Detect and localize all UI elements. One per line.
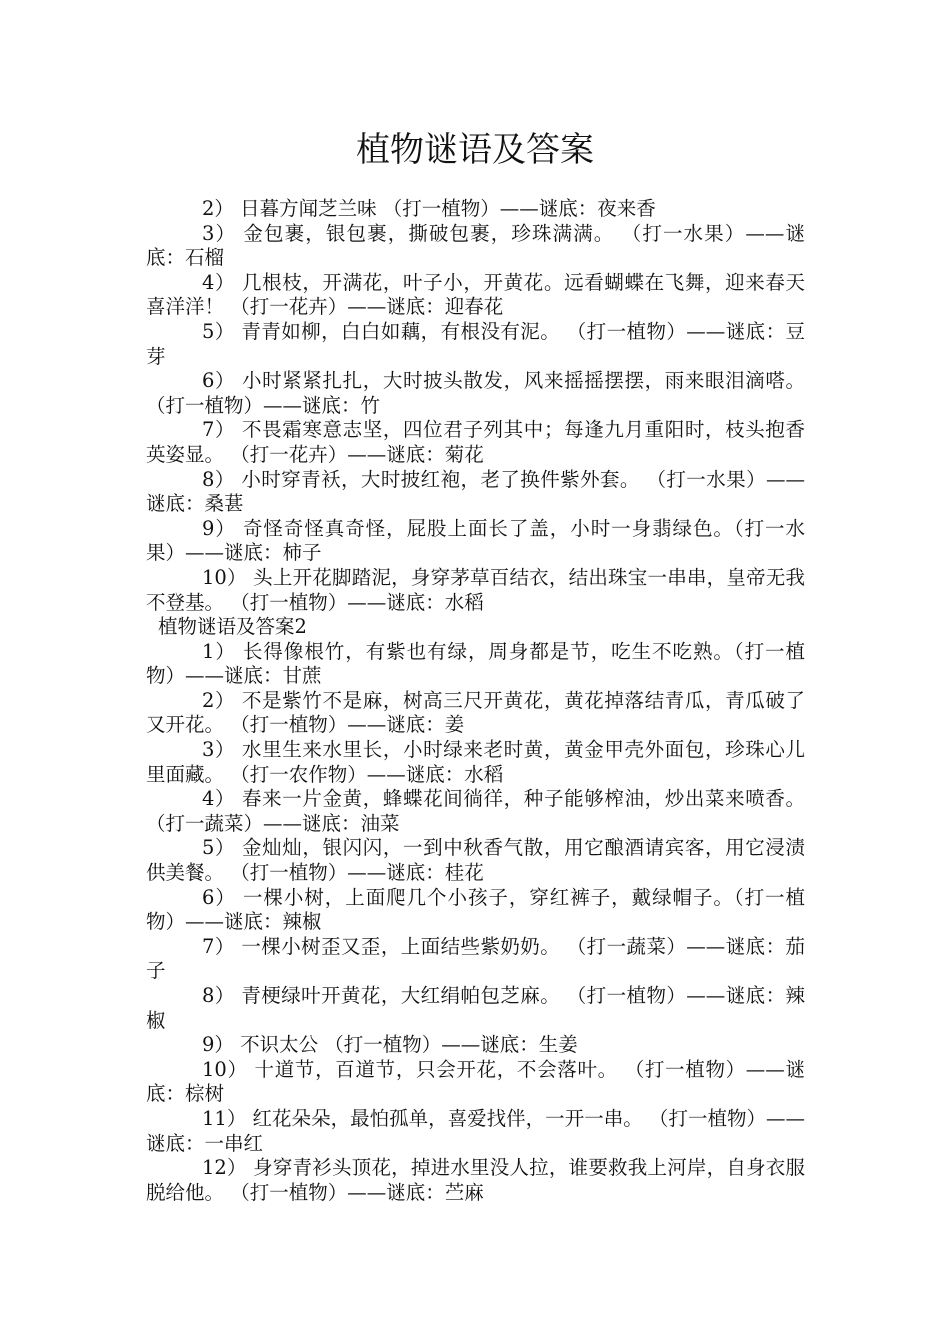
riddle-item: 8） 小时穿青袄，大时披红袍，老了换件紫外套。 （打一水果）——谜底：桑葚: [146, 467, 805, 516]
riddle-item: 4） 几根枝，开满花，叶子小，开黄花。远看蝴蝶在飞舞，迎来春天喜洋洋！ （打一花卉）——谜底：迎春花: [146, 270, 805, 319]
page-title: 植物谜语及答案: [356, 130, 594, 170]
riddle-item: 5） 青青如柳，白白如藕，有根没有泥。 （打一植物）——谜底：豆芽: [146, 319, 805, 368]
riddle-item: 12） 身穿青衫头顶花，掉进水里没人拉，谁要救我上河岸，自身衣服脱给他。 （打一植物）——谜底：苎麻: [146, 1156, 805, 1204]
riddle-item: 10） 头上开花脚踏泥，身穿茅草百结衣，结出珠宝一串串，皇帝无我不登基。 （打一植物）——谜底：水稻: [146, 565, 805, 614]
riddle-item: 8） 青梗绿叶开黄花，大红绢帕包芝麻。 （打一植物）——谜底：辣椒: [146, 984, 805, 1032]
riddle-item: 10） 十道节，百道节，只会开花，不会落叶。 （打一植物）——谜底：棕树: [146, 1057, 805, 1106]
riddle-item: 11） 红花朵朵，最怕孤单，喜爱找伴，一开一串。 （打一植物）——谜底：一串红: [146, 1106, 805, 1155]
riddle-item: 4） 春来一片金黄，蜂蝶花间徜徉，种子能够榨油，炒出菜来喷香。 （打一蔬菜）——谜底：油菜: [146, 787, 805, 835]
section-heading: 植物谜语及答案2: [158, 615, 307, 639]
riddle-item: 9） 奇怪奇怪真奇怪，屁股上面长了盖，小时一身翡绿色。（打一水果）——谜底：柿子: [146, 516, 805, 565]
riddle-item: 3） 金包裹，银包裹，撕破包裹，珍珠满满。 （打一水果）——谜底：石榴: [146, 221, 805, 270]
riddle-item: 2） 日暮方闻芝兰味 （打一植物）——谜底：夜来香: [202, 197, 656, 220]
riddle-item: 6） 小时紧紧扎扎，大时披头散发，风来摇摇摆摆，雨来眼泪滴嗒。 （打一植物）——谜底：竹: [146, 369, 805, 417]
riddle-item: 5） 金灿灿，银闪闪，一到中秋香气散，用它酿酒请宾客，用它浸渍供美餐。 （打一植物）——谜底：桂花: [146, 836, 805, 885]
riddle-item: 2） 不是紫竹不是麻，树高三尺开黄花，黄花掉落结青瓜，青瓜破了又开花。 （打一植物）——谜底：姜: [146, 688, 805, 737]
riddle-item: 7） 不畏霜寒意志坚，四位君子列其中；每逢九月重阳时，枝头抱香英姿显。 （打一花卉）——谜底：菊花: [146, 418, 805, 466]
riddle-item: 9） 不识太公 （打一植物）——谜底：生姜: [202, 1033, 578, 1057]
riddle-item: 3） 水里生来水里长，小时绿来老时黄，黄金甲壳外面包，珍珠心儿里面藏。 （打一农作物）——谜底：水稻: [146, 738, 805, 786]
riddle-item: 7） 一棵小树歪又歪，上面结些紫奶奶。 （打一蔬菜）——谜底：茄子: [146, 934, 805, 983]
riddle-item: 1） 长得像根竹，有紫也有绿，周身都是节，吃生不吃熟。（打一植物）——谜底：甘蔗: [146, 639, 805, 688]
riddle-item: 6） 一棵小树，上面爬几个小孩子，穿红裤子，戴绿帽子。（打一植物）——谜底：辣椒: [146, 885, 805, 934]
document-body: [146, 197, 805, 1205]
